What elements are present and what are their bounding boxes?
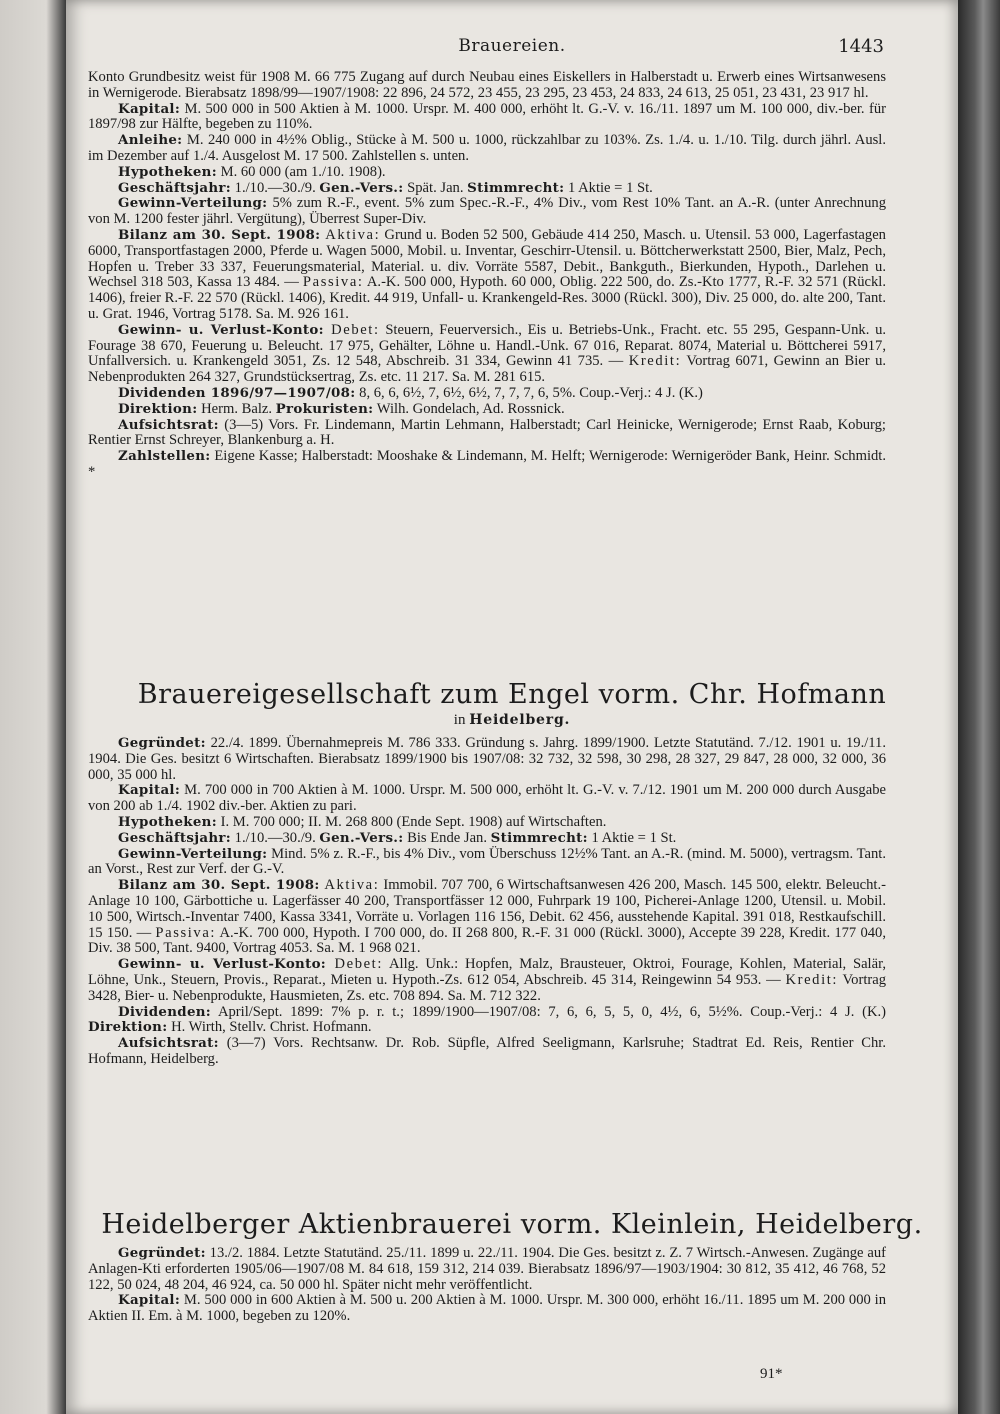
entry-paragraph: [88, 402, 886, 418]
entry-paragraph: [88, 1246, 886, 1293]
entry-text: I. M. 700 000; II. M. 268 800 (Ende Sept. 1908) auf Wirtschaften.: [216, 813, 607, 830]
field-label: Kapital:: [118, 100, 181, 117]
company2-location-prefix: in: [453, 712, 466, 728]
field-label: Gegründet:: [118, 735, 206, 751]
entry-paragraph: [88, 957, 886, 1004]
entry-paragraph: [88, 133, 886, 165]
entry-paragraph: [88, 228, 886, 323]
spaced-label: Kredit:: [785, 971, 839, 988]
entry-text: M. 500 000 in 500 Aktien à M. 1000. Urspr. M. 400 000, erhöht lt. G.-V. v. 16./11. 1897 um M. 100 000, div.-ber. für 1897/98 zur Hälfte, begeben zu 110%.: [88, 100, 886, 133]
field-label: Stimmrecht:: [467, 179, 565, 196]
spaced-label: Aktiva:: [319, 877, 380, 894]
entry-paragraph: [88, 831, 886, 847]
company2-entry: [88, 736, 886, 1068]
spaced-label: Debet:: [326, 956, 383, 973]
field-label: Gen.-Vers.:: [319, 179, 404, 196]
entry-text: 1 Aktie = 1 St.: [564, 179, 653, 196]
field-label: Anleihe:: [118, 132, 183, 149]
field-label: Gewinn-Verteilung:: [118, 845, 268, 862]
entry-paragraph: [88, 196, 886, 228]
company2-location-city: Heidelberg.: [469, 712, 571, 728]
entry-text: Vortrag 3428, Bier- u. Nebenprodukte, Hausmieten, Zs. etc. 708 894. Sa. M. 712 322.: [88, 971, 887, 1004]
entry-paragraph: [88, 181, 886, 197]
entry-text: 22./4. 1899. Übernahmepreis M. 786 333. Gründung s. Jahrg. 1899/1900. Letzte Statutänd. 7./12. 1901 u. 19./11. 1904. Die Ges. besitzt 6 Wirtschaften. Bierabsatz 1899/1900 bis 1907/08: 32 732, 32 598, 30 298, 28 327, 29 847, 28 000, 32 000, 36 000, 35 000 hl.: [88, 735, 886, 783]
entry-text: Immobil. 707 700, 6 Wirtschaftsanwesen 426 200, Masch. 145 500, elektr. Beleucht.-Anlage 10 100, Gärbottiche u. Lagerfässer 40 200, Transportfässer 12 000, Fuhrpark 19 100, Picherei-Anlage 1200, Utensil. u. Mobil. 10 500, Wirtsch.-Inventar 7400, Kassa 3341, Vorräte u. Vorlagen 116 156, Debit. 62 456, ausstehende Kapital. 391 018, Restkaufschill. 15 150. —: [88, 877, 886, 941]
entry-paragraph: [88, 165, 886, 181]
entry-text: Wilh. Gondelach, Ad. Rossnick.: [373, 400, 565, 417]
entry-text: April/Sept. 1899: 7% p. r. t.; 1899/1900—1907/08: 7, 6, 6, 5, 5, 0, 4½, 6, 5½%. Coup.-Verj.: 4 J. (K.): [211, 1003, 886, 1020]
field-label: Dividenden:: [118, 1003, 212, 1020]
signature-mark: 91*: [760, 1366, 783, 1382]
field-label: Direktion:: [88, 1019, 168, 1036]
entry-text: Grund u. Boden 52 500, Gebäude 414 250, Masch. u. Utensil. 53 000, Lagerfastagen 6000, Transportfastagen 2000, Pferde u. Wagen 5000, Mobil. u. Inventar, Geschirr-Utensil. u. Böttcherwerkstatt 2500, Bier, Malz, Pech, Hopfen u. Treber 33 337, Feuerungsmaterial, Material. u. div. Vorräte 5587, Debit., Bankguth., Bierkunden, Hypoth., Darlehen u. Wechsel 318 503, Kassa 13 484. —: [88, 226, 886, 291]
company3-entry: [88, 1246, 886, 1325]
field-label: Hypotheken:: [118, 163, 217, 180]
field-label: Gewinn- u. Verlust-Konto:: [118, 956, 327, 973]
entry-paragraph: [88, 70, 886, 102]
field-label: Geschäftsjahr:: [118, 829, 231, 846]
running-head: [66, 36, 958, 60]
entry-text: 1 Aktie = 1 St.: [587, 829, 677, 846]
field-label: Bilanz am 30. Sept. 1908:: [118, 226, 321, 243]
company2-location: [66, 712, 958, 729]
field-label: Aufsichtsrat:: [118, 1035, 219, 1052]
field-label: Gegründet:: [118, 1245, 206, 1261]
entry-paragraph: [88, 1036, 886, 1068]
entry-text: Steuern, Feuerversich., Eis u. Betriebs-Unk., Fracht. etc. 55 295, Gespann-Unk. u. Fourage 38 670, Feuerung u. Beleucht. 17 975, Gehälter, Löhne u. Handl.-Unk. 67 016, Reparat. 8074, Material u. Böttcherei 5917, Unfallversich. u. Krankengeld 3051, Zs. 12 548, Abschreib. 31 334, Gewinn 41 735. —: [88, 321, 887, 370]
entry-text: M. 700 000 in 700 Aktien à M. 1000. Urspr. M. 500 000, erhöht lt. G.-V. v. 7./12. 1901 um M. 200 000 durch Ausgabe von 200 ab 1./4. 1902 div.-ber. Aktien zu pari.: [88, 782, 886, 815]
field-label: Direktion:: [118, 400, 198, 417]
field-label: Dividenden 1896/97—1907/08:: [118, 384, 356, 401]
entry-text: A.-K. 500 000, Hypoth. 60 000, Oblig. 222 500, do. Zs.-Kto 1777, R.-F. 32 571 (Rückl. 1406), freier R.-F. 22 570 (Rückl. 1406), Kredit. 44 919, Unfall- u. Krankengeld-Res. 3000 (Rückl. 300), Div. 25 000, do. alte 200, Tant. u. Grat. 1946, Vortrag 5178. Sa. M. 926 161.: [88, 274, 886, 322]
field-label: Hypotheken:: [118, 813, 217, 830]
field-label: Zahlstellen:: [118, 448, 211, 465]
entry-text: Vortrag 6071, Gewinn an Bier u. Nebenprodukten 264 327, Grundstücksertrag, Zs. etc. 11 217. Sa. M. 281 615.: [88, 353, 887, 386]
entry-text: Eigene Kasse; Halberstadt: Mooshake & Lindemann, M. Helft; Wernigerode: Wernigeröder Bank, Heinr. Schmidt. *: [88, 448, 886, 480]
entry-text: (3—5) Vors. Fr. Lindemann, Martin Lehmann, Halberstadt; Carl Heinicke, Wernigerode; Ernst Raab, Koburg; Rentier Ernst Schreyer, Blankenburg a. H.: [88, 416, 886, 449]
entry-text: 13./2. 1884. Letzte Statutänd. 25./11. 1899 u. 22./11. 1904. Die Ges. besitzt z. Z. 7 Wirtsch.-Anwesen. Zugänge auf Anlagen-Kti erforderten 1905/06—1907/08 M. 84 618, 159 312, 214 039. Bierabsatz 1896/97—1903/1904: 30 812, 35 412, 46 768, 52 122, 50 024, 48 204, 46 924, ca. 50 000 hl. Später nicht mehr veröffentlicht.: [88, 1245, 886, 1293]
entry-text: M. 60 000 (am 1./10. 1908).: [216, 163, 386, 180]
field-label: Gewinn- u. Verlust-Konto:: [118, 321, 324, 338]
field-label: Geschäftsjahr:: [118, 179, 231, 196]
entry-text: (3—7) Vors. Rechtsanw. Dr. Rob. Süpfle, Alfred Seeligmann, Karlsruhe; Stadtrat Ed. Reis, Rentier Chr. Hofmann, Heidelberg.: [88, 1035, 886, 1067]
entry-text: A.-K. 700 000, Hypoth. I 700 000, do. II 268 800, R.-F. 31 000 (Rückl. 3000), Accepte 39 228, Kredit. 177 040, Div. 38 500, Tant. 9400, Vortrag 4053. Sa. M. 1 968 021.: [88, 924, 886, 957]
entry-paragraph: [88, 418, 886, 450]
entry-paragraph: [88, 1293, 886, 1325]
entry-text: Herm. Balz.: [197, 400, 276, 417]
entry-text: 8, 6, 6, 6½, 7, 6½, 6½, 7, 7, 7, 6, 5%. Coup.-Verj.: 4 J. (K.): [355, 384, 703, 401]
company3-title: Heidelberger Aktienbrauerei vorm. Kleinlein, Heidelberg.: [101, 1209, 923, 1240]
entry-text: 1./10.—30./9.: [231, 829, 320, 846]
spaced-label: Passiva:: [302, 274, 364, 291]
field-label: Prokuristen:: [275, 400, 374, 417]
spaced-label: Passiva:: [155, 924, 217, 941]
entry-text: Bis Ende Jan.: [403, 829, 491, 846]
entry-paragraph: [88, 783, 886, 815]
entry-paragraph: [88, 847, 886, 879]
field-label: Kapital:: [118, 1292, 181, 1309]
entry-text: 1./10.—30./9.: [231, 179, 320, 196]
company2-title: Brauereigesellschaft zum Engel vorm. Chr. Hofmann: [137, 679, 887, 710]
entry-text: H. Wirth, Stellv. Christ. Hofmann.: [167, 1019, 372, 1036]
entry-paragraph: [88, 1005, 886, 1037]
entry-paragraph: [88, 323, 886, 386]
field-label: Gen.-Vers.:: [319, 829, 404, 846]
left-page-edge: [0, 0, 66, 1414]
right-page-edge: [958, 0, 1000, 1414]
entry-paragraph: [88, 815, 886, 831]
entry-paragraph: [88, 449, 886, 481]
entry-text: M. 240 000 in 4½% Oblig., Stücke à M. 500 u. 1000, rückzahlbar zu 103%. Zs. 1./4. u. 1./10. Tilg. durch jährl. Ausl. im Dezember auf 1./4. Ausgelost M. 17 500. Zahlstellen s. unten.: [88, 132, 886, 164]
section-continuation: [88, 70, 886, 481]
field-label: Aufsichtsrat:: [118, 416, 219, 433]
entry-text: Mind. 5% z. R.-F., bis 4% Div., vom Überschuss 12½% Tant. an A.-R. (mind. M. 5000), vertragsm. Tant. an Vorst., Rest zur Verf. der G.-V.: [88, 845, 886, 878]
spaced-label: Debet:: [323, 321, 380, 338]
entry-paragraph: [88, 386, 886, 402]
running-head-title: Brauereien.: [458, 36, 566, 56]
field-label: Stimmrecht:: [490, 829, 588, 846]
entry-text: Allg. Unk.: Hopfen, Malz, Brausteuer, Oktroi, Fourage, Kohlen, Material, Salär, Löhne, Unk., Steuern, Provis., Reparat., Mieten u. Hypoth.-Zs. 612 054, Abschreib. 45 314, Reingewinn 54 953. —: [88, 956, 887, 988]
entry-paragraph: [88, 736, 886, 783]
entry-text: 5% zum R.-F., event. 5% zum Spec.-R.-F., 4% Div., vom Rest 10% Tant. an A.-R. (unter Anrechnung von M. 1200 fester jährl. Vergütung), Überrest Super-Div.: [88, 195, 886, 228]
field-label: Gewinn-Verteilung:: [118, 195, 268, 212]
entry-paragraph: [88, 102, 886, 134]
spaced-label: Kredit:: [628, 353, 682, 370]
page-number: 1443: [838, 36, 884, 57]
entry-text: Spät. Jan.: [403, 179, 468, 196]
entry-paragraph: [88, 878, 886, 957]
field-label: Kapital:: [118, 782, 181, 799]
entry-text: Konto Grundbesitz weist für 1908 M. 66 775 Zugang auf durch Neubau eines Eiskellers in Halberstadt u. Erwerb eines Wirtsanwesens in Wernigerode. Bierabsatz 1898/99—1907/1908: 22 896, 24 572, 23 455, 23 295, 23 453, 24 833, 24 613, 25 051, 23 431, 23 917 hl.: [88, 69, 886, 101]
spaced-label: Aktiva:: [320, 226, 381, 243]
entry-text: M. 500 000 in 600 Aktien à M. 500 u. 200 Aktien à M. 1000. Urspr. M. 300 000, erhöht 16./11. 1895 um M. 200 000 in Aktien II. Em. à M. 1000, begeben zu 120%.: [88, 1292, 886, 1325]
field-label: Bilanz am 30. Sept. 1908:: [118, 877, 320, 894]
